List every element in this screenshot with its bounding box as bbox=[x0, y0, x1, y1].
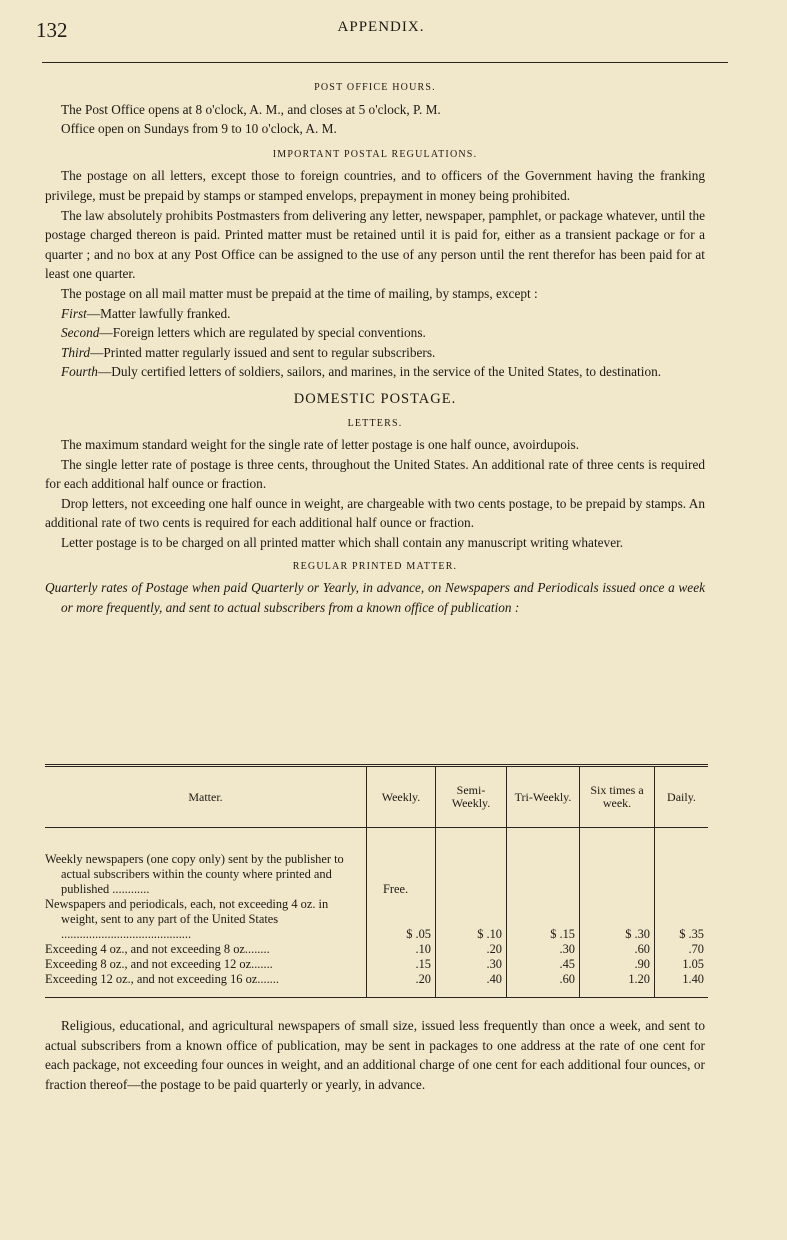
table-row bbox=[45, 972, 708, 998]
regulations-heading: IMPORTANT POSTAL REGULATIONS. bbox=[272, 148, 478, 160]
cell-daily: 1.05 bbox=[655, 957, 709, 972]
post-office-line2: Office open on Sundays from 9 to 10 o'clock, A. M. bbox=[61, 121, 337, 137]
printed-matter-intro: Quarterly rates of Postage when paid Quarterly or Yearly, in advance, on Newspapers and Periodicals issued once a week or more frequently, and sent to actual subscribers from a known office of publication : bbox=[45, 580, 705, 615]
domestic-p1: The maximum standard weight for the single rate of letter postage is one half ounce, avoirdupois. bbox=[61, 437, 580, 453]
cell-semi-weekly: .30 bbox=[436, 957, 507, 972]
cell-empty bbox=[580, 828, 655, 898]
cell-tri-weekly: .45 bbox=[507, 957, 580, 972]
post-office-heading: POST OFFICE HOURS. bbox=[314, 82, 436, 93]
table-row bbox=[45, 897, 708, 942]
exception-label: Second bbox=[61, 325, 100, 341]
printed-matter-heading: REGULAR PRINTED MATTER. bbox=[292, 560, 458, 572]
exception-label: Fourth bbox=[61, 364, 98, 380]
cell-empty bbox=[436, 828, 507, 898]
running-title: APPENDIX. bbox=[337, 19, 425, 35]
cell-empty bbox=[507, 828, 580, 898]
religious-newspapers-paragraph bbox=[45, 1016, 705, 1094]
exception-text: —Duly certified letters of soldiers, sailors, and marines, in the service of the United States, to destination. bbox=[97, 364, 662, 380]
postage-rates-table bbox=[45, 764, 708, 998]
regulations-p3: The postage on all mail matter must be prepaid at the time of mailing, by stamps, except : bbox=[61, 285, 538, 301]
cell-six-times: .60 bbox=[580, 942, 655, 957]
cell-tri-weekly: .30 bbox=[507, 942, 580, 957]
letters-heading: LETTERS. bbox=[347, 417, 403, 429]
cell-six-times: $ .30 bbox=[580, 897, 655, 942]
cell-semi-weekly: .20 bbox=[436, 942, 507, 957]
exception-label: First bbox=[61, 305, 87, 321]
col-header-semi-weekly: Semi-Weekly. bbox=[436, 766, 507, 828]
cell-daily: 1.40 bbox=[655, 972, 709, 998]
cell-empty bbox=[655, 828, 709, 898]
post-office-section bbox=[45, 76, 705, 617]
col-header-six-times: Six times a week. bbox=[580, 766, 655, 828]
domestic-p4: Letter postage is to be charged on all printed matter which shall contain any manuscript writing whatever. bbox=[61, 535, 624, 551]
domestic-p3: Drop letters, not exceeding one half ounce in weight, are chargeable with two cents postage, to be prepaid by stamps. An additional rate of two cents is required for each additional half ounce or fraction. bbox=[45, 495, 705, 531]
row-description: Exceeding 8 oz., and not exceeding 12 oz....... bbox=[45, 957, 273, 971]
exception-item bbox=[45, 304, 705, 324]
cell-tri-weekly: .60 bbox=[507, 972, 580, 998]
col-header-weekly: Weekly. bbox=[367, 766, 436, 828]
running-header bbox=[36, 14, 726, 42]
cell-semi-weekly: .40 bbox=[436, 972, 507, 998]
header-rule bbox=[42, 62, 728, 63]
post-office-line1: The Post Office opens at 8 o'clock, A. M., and closes at 5 o'clock, P. M. bbox=[61, 101, 441, 117]
cell-six-times: .90 bbox=[580, 957, 655, 972]
cell-daily: .70 bbox=[655, 942, 709, 957]
cell-tri-weekly: $ .15 bbox=[507, 897, 580, 942]
regulations-p2: The law absolutely prohibits Postmasters from delivering any letter, newspaper, pamphlet, or package whatever, until the postage charged thereon is paid. Printed matter must be retained until it is paid for, either as a transient package or for a quarter ; and no box at any Post Office can be assigned to the use of any person until the rent therefor has been paid for at least one quarter. bbox=[45, 207, 705, 282]
domestic-heading: DOMESTIC POSTAGE. bbox=[293, 390, 457, 407]
exception-item bbox=[45, 343, 705, 363]
exception-text: —Matter lawfully franked. bbox=[86, 305, 231, 321]
exception-label: Third bbox=[61, 344, 91, 360]
cell-weekly: .20 bbox=[367, 972, 436, 998]
row-description: Weekly newspapers (one copy only) sent by the publisher to actual subscribers within the county where printed and published ............ bbox=[45, 852, 344, 896]
regulations-p1: The postage on all letters, except those to foreign countries, and to officers of the Government having the franking privilege, must be prepaid by stamps or stamped envelops, prepayment in money being prohibited. bbox=[45, 168, 705, 203]
row-description: Exceeding 4 oz., and not exceeding 8 oz........ bbox=[45, 942, 270, 956]
cell-weekly: .10 bbox=[367, 942, 436, 957]
cell-daily: $ .35 bbox=[655, 897, 709, 942]
cell-weekly: $ .05 bbox=[367, 897, 436, 942]
col-header-matter: Matter. bbox=[188, 789, 223, 804]
footer-text: Religious, educational, and agricultural newspapers of small size, issued less frequently than once a week, and sent to actual subscribers from a known office of publication, may be sent in packages to one address at the rate of one cent for each package, not exceeding four ounces in weight, and an additional charge of one cent for each additional four ounces, or fraction thereof—the postage to be paid quarterly or yearly, in advance. bbox=[45, 1018, 705, 1092]
row-description: Newspapers and periodicals, each, not exceeding 4 oz. in weight, sent to any part of the United States .......................................... bbox=[45, 897, 329, 941]
cell-weekly: .15 bbox=[367, 957, 436, 972]
table-row bbox=[45, 957, 708, 972]
page-number: 132 bbox=[36, 18, 68, 42]
exception-text: —Printed matter regularly issued and sent to regular subscribers. bbox=[90, 344, 436, 360]
table-header-row bbox=[45, 766, 708, 828]
table-row bbox=[45, 828, 708, 898]
domestic-p2: The single letter rate of postage is three cents, throughout the United States. An additional rate of three cents is required for each additional half ounce or fraction. bbox=[45, 456, 705, 492]
cell-free: Free. bbox=[367, 828, 436, 898]
exception-text: —Foreign letters which are regulated by special conventions. bbox=[99, 325, 426, 341]
cell-six-times: 1.20 bbox=[580, 972, 655, 998]
col-header-tri-weekly: Tri-Weekly. bbox=[507, 766, 580, 828]
exception-item bbox=[45, 323, 705, 343]
exception-item bbox=[45, 362, 705, 382]
cell-semi-weekly: $ .10 bbox=[436, 897, 507, 942]
table-row bbox=[45, 942, 708, 957]
col-header-daily: Daily. bbox=[655, 766, 709, 828]
row-description: Exceeding 12 oz., and not exceeding 16 oz....... bbox=[45, 972, 279, 986]
